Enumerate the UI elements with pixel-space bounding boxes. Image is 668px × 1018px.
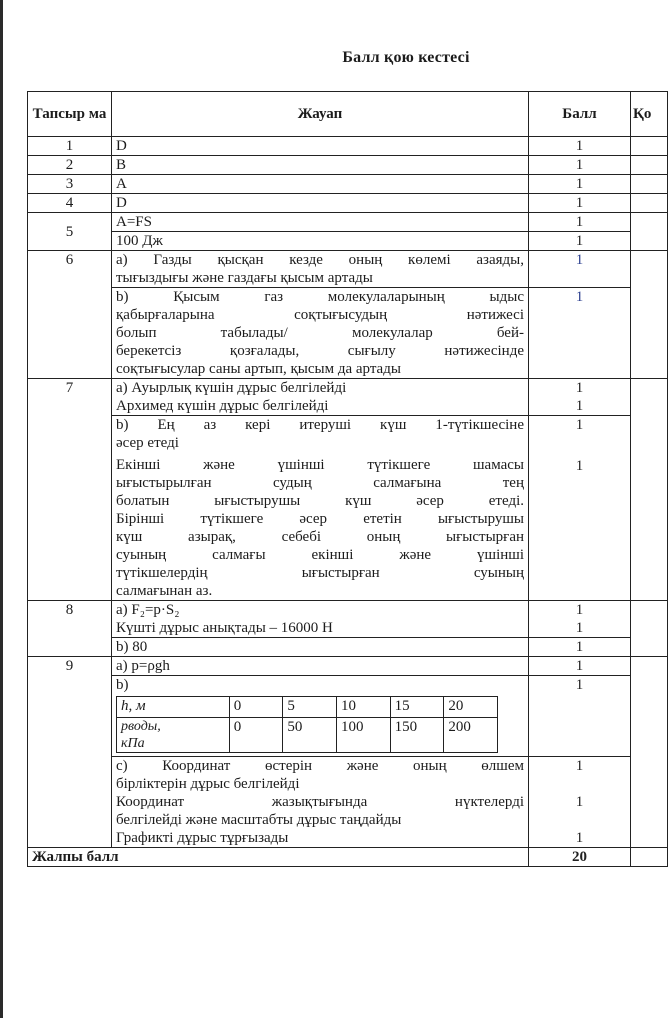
answer-line: а) Ауырлық күшін дұрыс белгілейді (116, 380, 347, 396)
score-value: 1 (575, 380, 584, 396)
h-value: 0 (229, 697, 283, 718)
answer-cell: 100 Дж (112, 232, 529, 251)
answer-line: қабырғаларына соқтығысудың нәтижесі (116, 307, 524, 323)
answer-line: суының салмағы екінші және үшінші (116, 547, 524, 563)
score-cell: 1 (529, 213, 631, 232)
p-value: 200 (444, 718, 498, 753)
extra-cell (631, 194, 668, 213)
score-cell (529, 757, 631, 848)
task-number: 3 (28, 175, 112, 194)
table-row (28, 251, 668, 288)
answer-cell: D (112, 194, 529, 213)
task-number: 4 (28, 194, 112, 213)
score-value: 1 (575, 458, 584, 474)
score-cell (529, 379, 631, 416)
header-score: Балл (529, 92, 631, 137)
task-number: 6 (28, 251, 112, 379)
scoring-table (27, 91, 668, 867)
extra-cell (631, 601, 668, 657)
h-value: 20 (444, 697, 498, 718)
answer-line: с) Координат өстерін және оның өлшем (116, 758, 524, 774)
p-value: 50 (283, 718, 337, 753)
answer-line: Графикті дұрыс тұрғызады (116, 830, 289, 846)
score-cell: 1 (529, 137, 631, 156)
answer-cell: b) 80 (112, 638, 529, 657)
table-row (28, 638, 668, 657)
header-task: Тапсыр ма (28, 92, 112, 137)
answer-line: Архимед күшін дұрыс белгілейді (116, 398, 329, 414)
answer-cell: A (112, 175, 529, 194)
table-row (28, 676, 668, 757)
inner-row-h (117, 697, 498, 718)
p-value: 150 (390, 718, 444, 753)
score-value: 1 (575, 398, 584, 414)
answer-line: Күшті дұрыс анықтады – 16000 Н (116, 620, 333, 636)
p-label (117, 718, 230, 753)
table-row (28, 601, 668, 638)
page-edge (0, 0, 3, 1018)
answer-cell (112, 288, 529, 379)
total-row (28, 848, 668, 867)
table-row (28, 416, 668, 601)
table-row (28, 657, 668, 676)
answer-line: түтікшелердің ығыстырған суының (116, 565, 524, 581)
inner-row-p (117, 718, 498, 753)
score-cell: 1 (529, 194, 631, 213)
answer-cell (112, 676, 529, 757)
total-score: 20 (529, 848, 631, 867)
header-extra: Қо (631, 92, 668, 137)
answer-cell (112, 251, 529, 288)
answer-line: Координат жазықтығында нүктелерді (116, 794, 524, 810)
score-cell (529, 416, 631, 601)
score-cell (529, 601, 631, 638)
answer-cell (112, 601, 529, 638)
answer-line: b) Қысым газ молекулаларының ыдыс (116, 289, 524, 305)
answer-line: болатын ығыстырушы күш әсер етеді. (116, 493, 524, 509)
p-label-line: pводы, (121, 719, 161, 734)
answer-line: салмағынан аз. (116, 583, 213, 599)
table-row (28, 156, 668, 175)
page-title: Балл қою кестесі (342, 49, 470, 66)
answer-cell (112, 757, 529, 848)
task-number: 8 (28, 601, 112, 657)
score-value: 1 (575, 602, 584, 618)
answer-line: берекетсіз қозғалады, сығылу нәтижесінде (116, 343, 524, 359)
table-row (28, 213, 668, 232)
extra-cell (631, 175, 668, 194)
header-row (28, 92, 668, 137)
extra-cell (631, 848, 668, 867)
p-value: 0 (229, 718, 283, 753)
table-row (28, 232, 668, 251)
table-row (28, 379, 668, 416)
h-value: 10 (337, 697, 391, 718)
answer-line: тығыздығы және газдағы қысым артады (116, 270, 373, 286)
h-value: 15 (390, 697, 444, 718)
table-row (28, 175, 668, 194)
score-cell: 1 (529, 232, 631, 251)
score-value: 1 (575, 417, 584, 433)
pressure-depth-table (116, 696, 498, 753)
table-row (28, 194, 668, 213)
answer-line: b) (116, 677, 129, 693)
score-value: 1 (575, 758, 584, 774)
task-number: 1 (28, 137, 112, 156)
score-cell: 1 (529, 288, 631, 379)
extra-cell (631, 213, 668, 251)
answer-line: соқтығысулар саны артып, қысым да артады (116, 361, 401, 377)
answer-line: b) Ең аз кері итеруші күш 1-түтікшесіне (116, 417, 524, 433)
answer-cell: B (112, 156, 529, 175)
header-answer: Жауап (112, 92, 529, 137)
score-cell: 1 (529, 251, 631, 288)
answer-line: белгілейді және масштабты дұрыс таңдайды (116, 812, 402, 828)
extra-cell (631, 251, 668, 379)
answer-cell: D (112, 137, 529, 156)
table-row (28, 288, 668, 379)
score-cell: 1 (529, 676, 631, 757)
task-number: 9 (28, 657, 112, 848)
extra-cell (631, 156, 668, 175)
extra-cell (631, 137, 668, 156)
answer-cell (112, 416, 529, 601)
answer-line: а) F₂=p·S₂ (116, 602, 180, 618)
answer-line: Бірінші түтікшеге әсер ететін ығыстырушы (116, 511, 524, 527)
p-label-line: кПа (121, 736, 145, 751)
total-label: Жалпы балл (28, 848, 529, 867)
answer-line: бірліктерін дұрыс белгілейді (116, 776, 300, 792)
extra-cell (631, 657, 668, 848)
p-value: 100 (337, 718, 391, 753)
task-number: 7 (28, 379, 112, 601)
answer-cell: A=FS (112, 213, 529, 232)
answer-cell (112, 379, 529, 416)
table-row (28, 757, 668, 848)
answer-cell: а) p=ρgh (112, 657, 529, 676)
score-value: 1 (575, 794, 584, 810)
score-cell: 1 (529, 638, 631, 657)
task-number: 2 (28, 156, 112, 175)
extra-cell (631, 379, 668, 601)
answer-line: ығыстырылған судың салмағына тең (116, 475, 524, 491)
table-row (28, 137, 668, 156)
answer-line: әсер етеді (116, 435, 179, 451)
answer-line: күш азырақ, себебі оның ығыстырған (116, 529, 524, 545)
score-cell: 1 (529, 175, 631, 194)
h-label: h, м (117, 697, 230, 718)
h-value: 5 (283, 697, 337, 718)
answer-line: болып табылады/ молекулалар бей- (116, 325, 524, 341)
task-number: 5 (28, 213, 112, 251)
score-cell: 1 (529, 657, 631, 676)
score-value: 1 (575, 830, 584, 846)
answer-line: а) Газды қысқан кезде оның көлемі азаяды, (116, 252, 524, 268)
score-cell: 1 (529, 156, 631, 175)
answer-line: Екінші және үшінші түтікшеге шамасы (116, 457, 524, 473)
score-value: 1 (575, 620, 584, 636)
